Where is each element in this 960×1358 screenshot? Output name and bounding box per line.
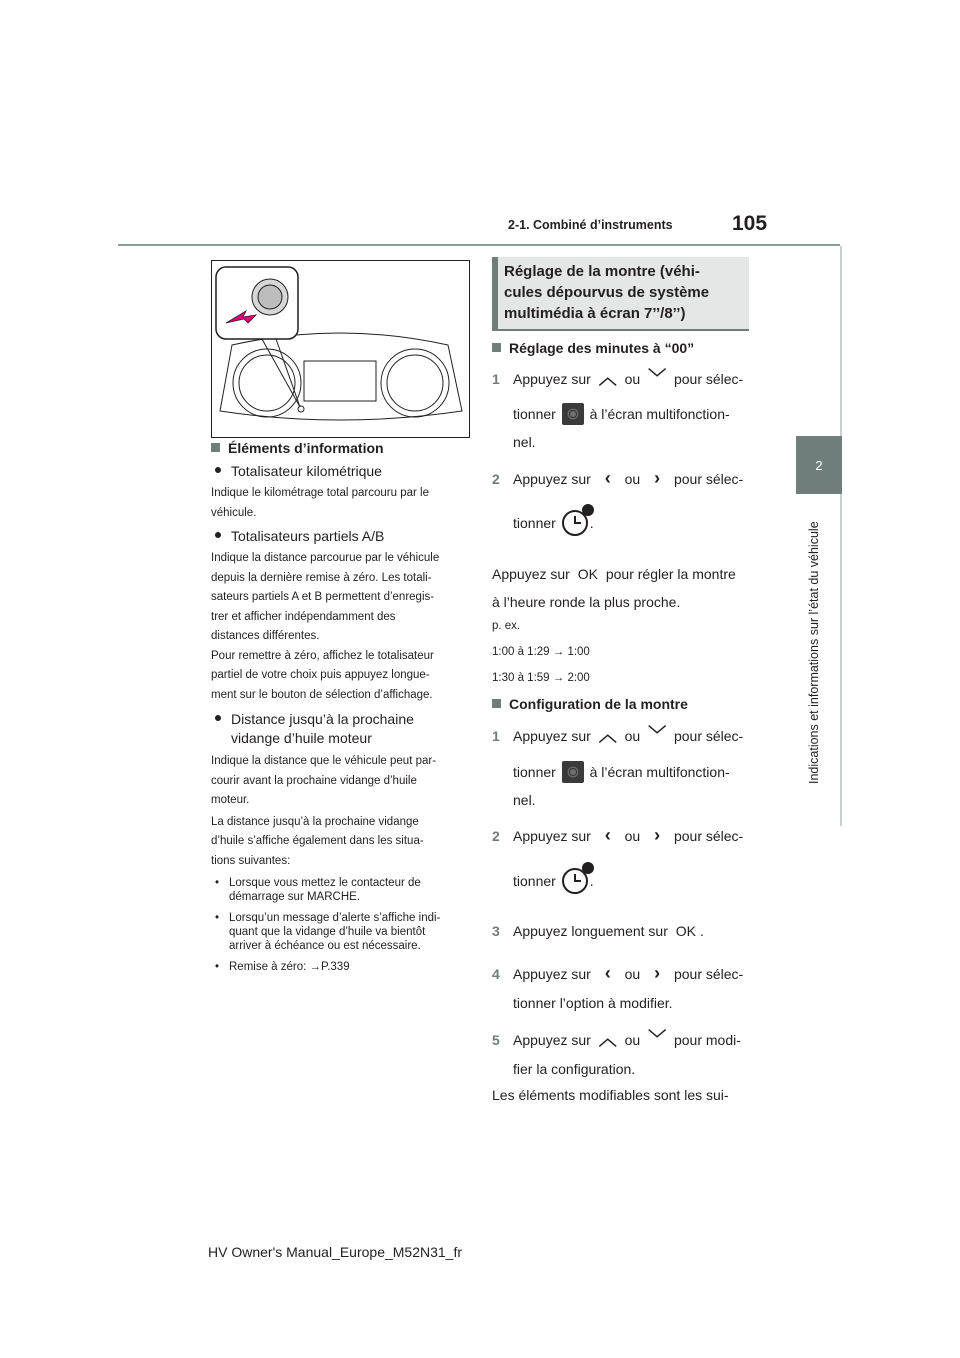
chevron-down-icon: ﹀ bbox=[648, 1029, 667, 1049]
ok-icon: OK bbox=[675, 923, 696, 939]
sub-list-item: • Remise à zéro: →P.339 bbox=[215, 961, 350, 973]
item-desc: Indique le kilométrage total parcouru par le véhicule. bbox=[211, 487, 429, 519]
settings-gear-icon bbox=[562, 403, 584, 425]
chevron-down-icon: ﹀ bbox=[648, 725, 667, 745]
chevron-left-icon: ‹ bbox=[604, 963, 611, 983]
bullet-icon bbox=[215, 715, 221, 721]
sub-list-item: • Lorsque vous mettez le contacteur de bbox=[215, 877, 421, 889]
subheading-config: Configuration de la montre bbox=[492, 696, 762, 712]
chevron-down-icon: ﹀ bbox=[648, 368, 667, 388]
chevron-right-icon: › bbox=[654, 963, 661, 983]
item-title: Distance jusqu’à la prochaine bbox=[211, 711, 471, 727]
item-title: Totalisateurs partiels A/B bbox=[211, 528, 471, 544]
clock-settings-icon bbox=[562, 510, 588, 536]
clock-section-header: Réglage de la montre (véhi- cules dépourvus de système multimédia à écran 7’’/8’’) bbox=[492, 257, 749, 331]
header-rule bbox=[118, 244, 840, 246]
sub-list-item: • Lorsqu’un message d’alerte s’affiche indi- bbox=[215, 912, 441, 924]
square-bullet-icon bbox=[492, 343, 501, 352]
item-title: Totalisateur kilométrique bbox=[211, 463, 471, 479]
settings-gear-icon bbox=[562, 761, 584, 783]
bullet-icon bbox=[215, 532, 221, 538]
chevron-left-icon: ‹ bbox=[604, 468, 611, 488]
ok-icon: OK bbox=[577, 566, 598, 582]
square-bullet-icon bbox=[211, 443, 220, 452]
item-desc: Indique la distance parcourue par le véhicule depuis la dernière remise à zéro. Les totali- sateurs partiels A et B permettent d’enregis- trer et afficher indépendamment des distances différentes. Pour remettre à zéro, affichez le totalisateur partiel de votre choix puis appuyez longue- ment sur le bouton de sélection d’affichage. bbox=[211, 552, 440, 701]
chapter-number: 2 bbox=[815, 457, 823, 473]
square-bullet-icon bbox=[492, 699, 501, 708]
chevron-up-icon: ︿ bbox=[598, 1029, 617, 1049]
step-2: 2 Appuyez sur ‹ ou › pour sélec- bbox=[492, 825, 744, 845]
chevron-up-icon: ︿ bbox=[598, 368, 617, 388]
side-rule bbox=[840, 246, 842, 826]
sub-list: • Lorsque vous mettez le contacteur de démarrage sur MARCHE. • Lorsqu’un message d’alerte s’affiche indi- quant que la vidange d’huile va bientôt arriver à échéance ou est nécessaire. • Remise à zéro: →P.339 bbox=[211, 876, 471, 974]
chevron-right-icon: › bbox=[654, 825, 661, 845]
subheading-minutes: Réglage des minutes à “00” bbox=[492, 340, 762, 356]
chevron-right-icon: › bbox=[654, 468, 661, 488]
clock-settings-icon bbox=[562, 868, 588, 894]
step-3: 3 Appuyez longuement sur OK . bbox=[492, 923, 704, 939]
step-5: 5 Appuyez sur ︿ ou ﹀ pour modi- bbox=[492, 1029, 741, 1049]
section-title: 2-1. Combiné d’instruments bbox=[508, 218, 673, 232]
step-2: 2 Appuyez sur ‹ ou › pour sélec- bbox=[492, 468, 744, 488]
step-4: 4 Appuyez sur ‹ ou › pour sélec- bbox=[492, 963, 744, 983]
panel-accent-bar bbox=[492, 257, 498, 329]
footer-manual-id: HV Owner's Manual_Europe_M52N31_fr bbox=[208, 1244, 463, 1260]
step-1: 1 Appuyez sur ︿ ou ﹀ pour sélec- bbox=[492, 725, 744, 745]
cluster-drawing bbox=[212, 261, 469, 437]
chapter-title: Indications et informations sur l’état du véhicule bbox=[807, 521, 821, 784]
bullet-icon bbox=[215, 467, 221, 473]
instrument-cluster-illustration bbox=[211, 260, 470, 438]
chevron-left-icon: ‹ bbox=[604, 825, 611, 845]
item-desc: Indique la distance que le véhicule peut par- courir avant la prochaine vidange d’huile moteur. La distance jusqu’à la prochaine vidange d’huile s’affiche également dans les situa- tions suivantes: bbox=[211, 755, 437, 867]
section-heading-info: Éléments d’information bbox=[211, 440, 471, 456]
chevron-up-icon: ︿ bbox=[598, 725, 617, 745]
step-1: 1 Appuyez sur ︿ ou ﹀ pour sélec- bbox=[492, 368, 744, 388]
page-number: 105 bbox=[732, 212, 768, 235]
item-title-cont: vidange d’huile moteur bbox=[231, 730, 372, 746]
